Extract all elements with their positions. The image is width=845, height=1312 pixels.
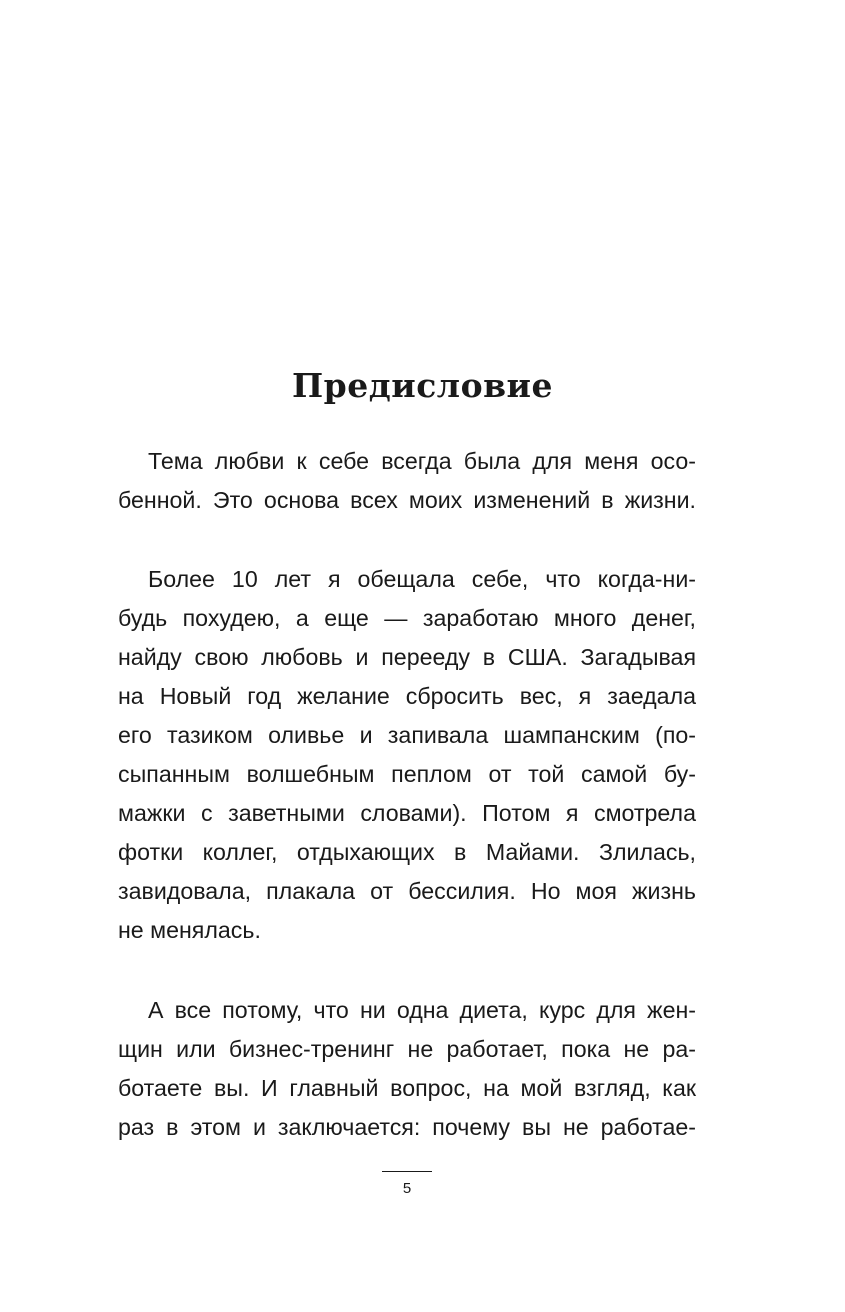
text-line: найду свою любовь и перееду в США. Загадывая <box>118 644 696 670</box>
text-line: будь похудею, а еще — заработаю много денег, <box>118 605 696 631</box>
text-line: Более 10 лет я обещала себе, что когда-ни- <box>148 566 696 592</box>
text-line: его тазиком оливье и запивала шампанским (по- <box>118 722 696 748</box>
text-line: фотки коллег, отдыхающих в Майами. Злилась, <box>118 839 696 865</box>
text-line: мажки с заветными словами). Потом я смотрела <box>118 800 696 826</box>
paragraph-2 <box>118 560 696 950</box>
text-line: не менялась. <box>118 917 261 943</box>
text-line: сыпанным волшебным пеплом от той самой бу- <box>118 761 696 787</box>
text-line: бенной. Это основа всех моих изменений в жизни. <box>118 487 696 513</box>
footer-divider <box>382 1171 432 1172</box>
text-line: А все потому, что ни одна диета, курс для жен- <box>148 997 696 1023</box>
page-number: 5 <box>402 1180 412 1197</box>
text-line: щин или бизнес-тренинг не работает, пока не ра- <box>118 1036 696 1062</box>
text-line: Тема любви к себе всегда была для меня осо- <box>148 448 696 474</box>
text-line: ботаете вы. И главный вопрос, на мой взгляд, как <box>118 1075 696 1101</box>
paragraph-1 <box>118 442 696 520</box>
text-line: раз в этом и заключается: почему вы не работае- <box>118 1114 696 1140</box>
text-line: на Новый год желание сбросить вес, я заедала <box>118 683 696 709</box>
text-line: завидовала, плакала от бессилия. Но моя жизнь <box>118 878 696 904</box>
paragraph-3 <box>118 991 696 1147</box>
chapter-title: Предисловие <box>292 366 553 405</box>
